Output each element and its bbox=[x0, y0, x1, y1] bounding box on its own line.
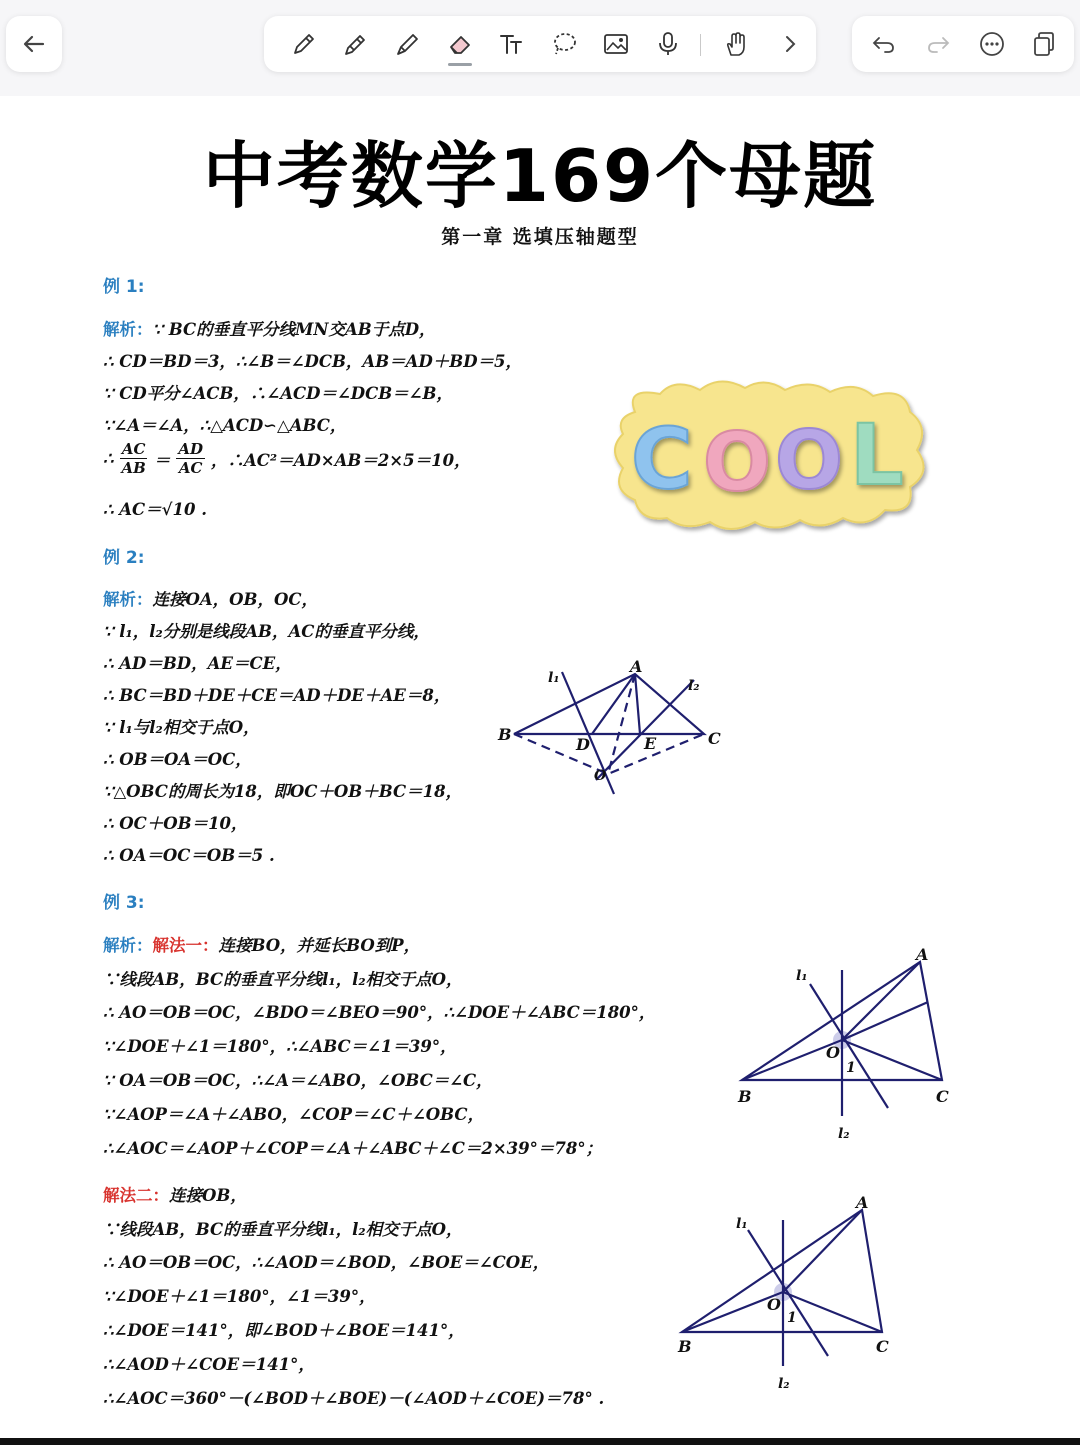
ex3-m2-line-6: ∴∠AOD＋∠COE＝141°， bbox=[103, 1355, 315, 1374]
ex2-line-4: ∴ BC＝BD＋DE＋CE＝AD＋DE＋AE＝8， bbox=[103, 686, 451, 705]
ex2-line-8: ∴ OC＋OB＝10， bbox=[103, 814, 248, 833]
ex3-m1-line-2: ∵线段AB，BC的垂直平分线l₁，l₂相交于点O， bbox=[103, 970, 463, 989]
segment-oa bbox=[842, 962, 920, 1040]
lasso-icon[interactable] bbox=[544, 24, 584, 64]
label-angle-1: 1 bbox=[846, 1060, 856, 1076]
ex3-m1-line-4: ∵∠DOE＋∠1＝180°，∴∠ABC＝∠1＝39°， bbox=[103, 1037, 457, 1056]
microphone-icon[interactable] bbox=[648, 24, 688, 64]
ex3-m2-line-2: ∵线段AB，BC的垂直平分线l₁，l₂相交于点O， bbox=[103, 1220, 463, 1239]
pages-icon[interactable] bbox=[1024, 24, 1064, 64]
eraser-icon[interactable] bbox=[440, 24, 480, 64]
text-tool-icon[interactable] bbox=[492, 24, 532, 64]
label-d: D bbox=[576, 735, 590, 754]
active-tool-indicator bbox=[448, 63, 472, 66]
ex2-line-6: ∴ OB＝OA＝OC， bbox=[103, 750, 252, 769]
toolbar-divider bbox=[700, 34, 701, 56]
method-2-label: 解法二： bbox=[103, 1186, 169, 1205]
ex3-m2-line-7: ∴∠AOC＝360°－(∠BOD＋∠BOE)－(∠AOD＋∠COE)＝78° . bbox=[103, 1389, 605, 1408]
ex3-m1-line-1: 解析：解法一：连接BO，并延长BO到P， bbox=[103, 936, 421, 955]
ray-op bbox=[842, 1002, 928, 1040]
triangle-abc bbox=[514, 674, 704, 734]
ex2-line-1: 解析：连接OA，OB，OC， bbox=[103, 590, 318, 609]
analysis-label: 解析： bbox=[103, 936, 153, 955]
pencil-icon[interactable] bbox=[388, 24, 428, 64]
ex3-m2-line-4: ∵∠DOE＋∠1＝180°，∠1＝39°， bbox=[103, 1287, 376, 1306]
ex3-m1-line-6: ∵∠AOP＝∠A＋∠ABO，∠COP＝∠C＋∠OBC， bbox=[103, 1105, 485, 1124]
ex2-line-2: ∵ l₁，l₂分别是线段AB，AC的垂直平分线， bbox=[103, 622, 430, 641]
label-c: C bbox=[708, 729, 721, 748]
example-1-label: 例 1: bbox=[103, 277, 145, 297]
label-o: O bbox=[826, 1043, 840, 1062]
hand-touch-icon[interactable] bbox=[716, 24, 756, 64]
ex1-line-5: ∴ $\frac{AC}{AB}$ ＝ $\frac{AD}{AC}$ ，∴AC²＝AD×AB＝2×5＝10， bbox=[103, 440, 471, 477]
analysis-label: 解析： bbox=[103, 590, 153, 609]
ex1-line-1: 解析：∵ BC的垂直平分线MN交AB于点D， bbox=[103, 320, 436, 339]
arrow-left-icon[interactable] bbox=[14, 24, 54, 64]
triangle-figure-ex3-method2 bbox=[670, 1190, 900, 1400]
back-button[interactable] bbox=[6, 16, 62, 72]
page-title: 中考数学169个母题 bbox=[202, 134, 878, 218]
label-a: A bbox=[630, 657, 643, 676]
ex3-m2-line-5: ∴∠DOE＝141°，即∠BOD＋∠BOE＝141°， bbox=[103, 1321, 465, 1340]
redo-icon[interactable] bbox=[918, 24, 958, 64]
label-a: A bbox=[916, 945, 929, 964]
label-o: O bbox=[594, 768, 607, 784]
label-l1: l₁ bbox=[796, 968, 808, 984]
label-l2: l₂ bbox=[838, 1126, 850, 1142]
history-and-menu bbox=[852, 16, 1074, 72]
label-angle-1: 1 bbox=[787, 1310, 797, 1326]
line-l1 bbox=[810, 984, 888, 1108]
sticker-letter-o: O bbox=[775, 414, 844, 507]
ex3-m1-line-7: ∴∠AOC＝∠AOP＋∠COP＝∠A＋∠ABC＋∠C＝2×39°＝78°； bbox=[103, 1139, 603, 1158]
label-b: B bbox=[678, 1337, 692, 1356]
pen-icon[interactable] bbox=[284, 24, 324, 64]
example-2-label: 例 2: bbox=[103, 548, 145, 568]
sticker-letter-o: O bbox=[703, 416, 772, 509]
method-1-label: 解法一： bbox=[152, 936, 219, 955]
chevron-right-icon[interactable] bbox=[770, 24, 810, 64]
label-a: A bbox=[856, 1193, 869, 1212]
label-b: B bbox=[738, 1087, 752, 1106]
label-e: E bbox=[644, 734, 657, 753]
drawing-tools bbox=[264, 16, 816, 72]
triangle-figure-ex3-method1 bbox=[730, 940, 960, 1150]
undo-icon[interactable] bbox=[864, 24, 904, 64]
label-c: C bbox=[876, 1337, 889, 1356]
segment-oa bbox=[783, 1210, 862, 1292]
label-b: B bbox=[498, 725, 512, 744]
bottom-border bbox=[0, 1438, 1080, 1445]
label-l1: l₁ bbox=[736, 1216, 748, 1232]
example-3-label: 例 3: bbox=[103, 893, 145, 913]
ex2-line-3: ∴ AD＝BD，AE＝CE， bbox=[103, 654, 292, 673]
ex1-line-3: ∵ CD平分∠ACB，∴∠ACD＝∠DCB＝∠B， bbox=[103, 384, 453, 403]
ex1-line-6: ∴ AC＝√10 . bbox=[103, 500, 207, 519]
ex3-m1-line-3: ∴ AO＝OB＝OC，∠BDO＝∠BEO＝90°，∴∠DOE＋∠ABC＝180°， bbox=[103, 1003, 656, 1022]
ex2-line-5: ∵ l₁与l₂相交于点O， bbox=[103, 718, 260, 737]
ex2-line-7: ∵△OBC的周长为18，即OC＋OB＋BC＝18， bbox=[103, 782, 463, 801]
analysis-label: 解析： bbox=[103, 320, 153, 339]
label-o: O bbox=[767, 1295, 781, 1314]
ex3-m2-line-3: ∴ AO＝OB＝OC，∴∠AOD＝∠BOD，∠BOE＝∠COE， bbox=[103, 1253, 550, 1272]
ex3-m1-line-5: ∵ OA＝OB＝OC，∴∠A＝∠ABO，∠OBC＝∠C， bbox=[103, 1071, 493, 1090]
dashed-oa bbox=[608, 674, 635, 774]
sticker-letter-l: L bbox=[850, 406, 904, 504]
toolbar bbox=[0, 0, 1080, 96]
ex3-m2-line-1: 解法二：连接OB， bbox=[103, 1186, 247, 1205]
more-options-icon[interactable] bbox=[972, 24, 1012, 64]
pen-icon[interactable] bbox=[336, 24, 376, 64]
fraction-ac-ab: $\frac{AC}{AB}$ bbox=[121, 440, 146, 477]
label-l1: l₁ bbox=[548, 670, 560, 686]
fraction-ad-ac: $\frac{AD}{AC}$ bbox=[178, 440, 203, 477]
chapter-heading: 第一章 选填压轴题型 bbox=[441, 226, 639, 248]
sticker-letter-c: C bbox=[631, 410, 693, 508]
label-l2: l₂ bbox=[688, 678, 700, 694]
label-c: C bbox=[936, 1087, 949, 1106]
label-l2: l₂ bbox=[778, 1376, 790, 1392]
ex1-line-4: ∵∠A＝∠A，∴△ACD∽△ABC， bbox=[103, 416, 347, 435]
ex2-line-9: ∴ OA＝OC＝OB＝5 . bbox=[103, 846, 275, 865]
cool-sticker bbox=[605, 372, 935, 537]
ex1-line-2: ∴ CD＝BD＝3，∴∠B＝∠DCB，AB＝AD＋BD＝5， bbox=[103, 352, 522, 371]
image-icon[interactable] bbox=[596, 24, 636, 64]
triangle-figure-ex2 bbox=[490, 650, 730, 800]
line-l1 bbox=[748, 1230, 828, 1356]
